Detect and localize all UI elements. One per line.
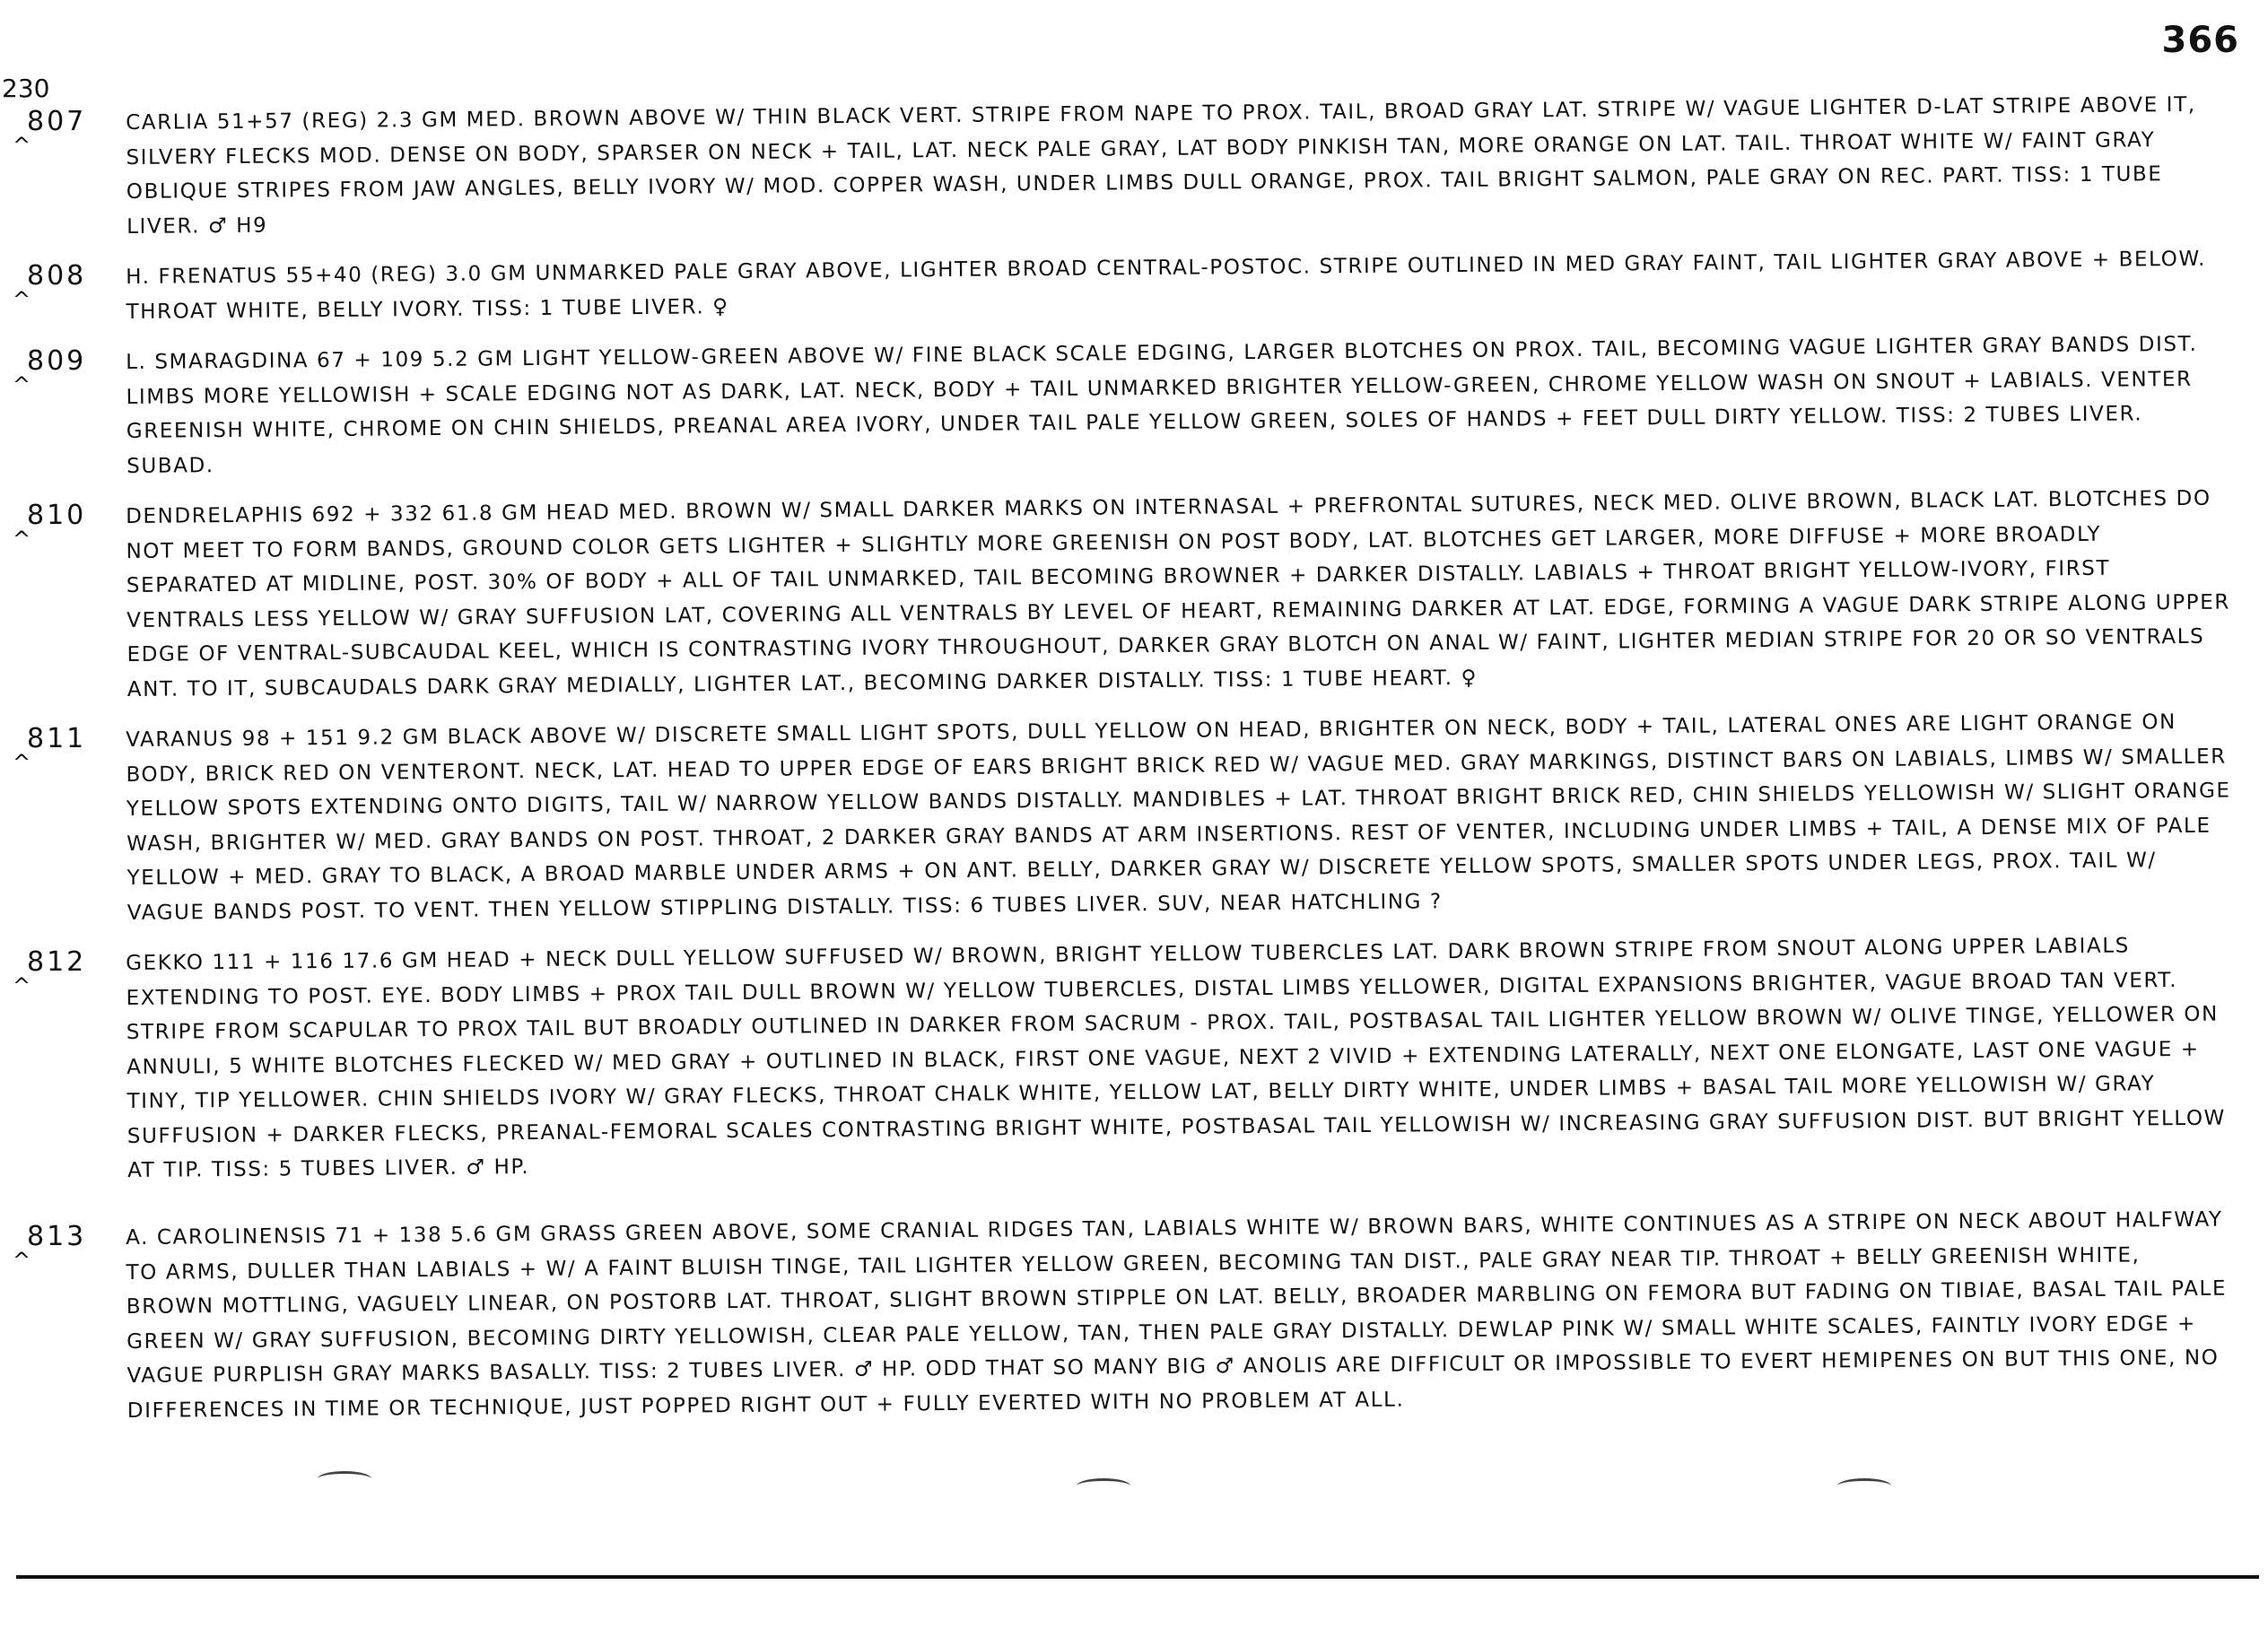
caret-mark: ^ — [13, 750, 31, 775]
entry-text: VARANUS 98 + 151 9.2 GM BLACK ABOVE W/ DISCRETE SMALL LIGHT SPOTS, DULL YELLOW ON HEAD, BRIGHTER ON NECK, BODY + TAIL, LATERAL ONES ARE LIGHT ORANGE ON BODY, BRICK RED ON VENTERONT. NECK, LAT. HEAD TO UPPER EDGE OF EARS BRIGHT BRICK RED W/ VAGUE MED. GRAY MARKINGS, DISTINCT BARS ON LABIALS, LIMBS W/ SMALLER YELLOW SPOTS EXTENDING ONTO DIGITS, TAIL W/ NARROW YELLOW BANDS DISTALLY. MANDIBLES + LAT. THROAT BRIGHT BRICK RED, CHIN SHIELDS YELLOWISH W/ SLIGHT ORANGE WASH, BRIGHTER W/ MED. GRAY BANDS ON POST. THROAT, 2 DARKER GRAY BANDS AT ARM INSERTIONS. REST OF VENTER, INCLUDING UNDER LIMBS + TAIL, A DENSE MIX OF PALE YELLOW + MED. GRAY TO BLACK, A BROAD MARBLE UNDER ARMS + ON ANT. BELLY, DARKER GRAY W/ DISCRETE YELLOW SPOTS, SMALLER SPOTS UNDER LEGS, PROX. TAIL W/ VAGUE BANDS POST. TO VENT. THEN YELLOW STIPPLING DISTALLY. TISS: 6 TUBES LIVER. SUV, NEAR HATCHLING ? — [126, 710, 2231, 925]
entry-text: A. CAROLINENSIS 71 + 138 5.6 GM GRASS GREEN ABOVE, SOME CRANIAL RIDGES TAN, LABIALS WHITE W/ BROWN BARS, WHITE CONTINUES AS A STRIPE ON NECK ABOUT HALFWAY TO ARMS, DULLER THAN LABIALS + W/ A FAINT BLUISH TINGE, TAIL LIGHTER YELLOW GREEN, BECOMING TAN DIST., PALE GRAY NEAR TIP. THROAT + BELLY GREENISH WHITE, BROWN MOTTLING, VAGUELY LINEAR, ON POSTORB LAT. THROAT, SLIGHT BROWN STIPPLE ON LAT. BELLY, BROADER MARBLING ON FEMORA BUT FADING ON TIBIAE, BASAL TAIL PALE GREEN W/ GRAY SUFFUSION, BECOMING DIRTY YELLOWISH, CLEAR PALE YELLOW, TAN, THEN PALE GRAY DISTALLY. DEWLAP PINK W/ SMALL WHITE SCALES, FAINTLY IVORY EDGE + VAGUE PURPLISH GRAY MARKS BASALLY. TISS: 2 TUBES LIVER. ♂ HP. ODD THAT SO MANY BIG ♂ ANOLIS ARE DIFFICULT OR IMPOSSIBLE TO EVERT HEMIPENES ON BUT THIS ONE, NO DIFFERENCES IN TIME OR TECHNIQUE, JUST POPPED RIGHT OUT + FULLY EVERTED WITH NO PROBLEM AT ALL. — [126, 1207, 2228, 1422]
caret-mark: ^ — [13, 1247, 31, 1273]
hole-punch-mark — [1077, 1478, 1130, 1494]
hole-punch-mark — [1837, 1478, 1891, 1494]
field-notes-entries — [0, 92, 2268, 1444]
hole-punch-mark — [318, 1471, 371, 1486]
entry-text: CARLIA 51+57 (REG) 2.3 GM MED. BROWN ABOVE W/ THIN BLACK VERT. STRIPE FROM NAPE TO PROX. TAIL, BROAD GRAY LAT. STRIPE W/ VAGUE LIGHTER D-LAT STRIPE ABOVE IT, SILVERY FLECKS MOD. DENSE ON BODY, SPARSER ON NECK + TAIL, LAT. NECK PALE GRAY, LAT BODY PINKISH TAN, MORE ORANGE ON LAT. TAIL. THROAT WHITE W/ FAINT GRAY OBLIQUE STRIPES FROM JAW ANGLES, BELLY IVORY W/ MOD. COPPER WASH, UNDER LIMBS DULL ORANGE, PROX. TAIL BRIGHT SALMON, PALE GRAY ON REC. PART. TISS: 1 TUBE LIVER. ♂ H9 — [126, 92, 2196, 239]
entry-813 — [0, 1207, 2268, 1428]
page-bottom-rule — [16, 1575, 2259, 1579]
entry-number: 812 — [27, 946, 87, 978]
entry-812 — [0, 934, 2268, 1189]
entry-number: 809 — [27, 345, 87, 377]
entry-number: 811 — [27, 723, 87, 754]
caret-mark: ^ — [13, 527, 31, 552]
entry-811 — [0, 710, 2268, 930]
entry-text: L. SMARAGDINA 67 + 109 5.2 GM LIGHT YELLOW-GREEN ABOVE W/ FINE BLACK SCALE EDGING, LARGER BLOTCHES ON PROX. TAIL, BECOMING VAGUE LIGHTER GRAY BANDS DIST. LIMBS MORE YELLOWISH + SCALE EDGING NOT AS DARK, LAT. NECK, BODY + TAIL UNMARKED BRIGHTER YELLOW-GREEN, CHROME YELLOW WASH ON SNOUT + LABIALS. VENTER GREENISH WHITE, CHROME ON CHIN SHIELDS, PREANAL AREA IVORY, UNDER TAIL PALE YELLOW GREEN, SOLES OF HANDS + FEET DULL DIRTY YELLOW. TISS: 2 TUBES LIVER. SUBAD. — [126, 332, 2198, 478]
page-number: 366 — [2161, 20, 2239, 61]
caret-mark: ^ — [13, 133, 31, 158]
caret-mark: ^ — [13, 287, 31, 312]
entry-text: DENDRELAPHIS 692 + 332 61.8 GM HEAD MED. BROWN W/ SMALL DARKER MARKS ON INTERNASAL + PREFRONTAL SUTURES, NECK MED. OLIVE BROWN, BLACK LAT. BLOTCHES DO NOT MEET TO FORM BANDS, GROUND COLOR GETS LIGHTER + SLIGHTLY MORE GREENISH ON POST BODY, LAT. BLOTCHES GET LARGER, MORE DIFFUSE + MORE BROADLY SEPARATED AT MIDLINE, POST. 30% OF BODY + ALL OF TAIL UNMARKED, TAIL BECOMING BROWNER + DARKER DISTALLY. LABIALS + THROAT BRIGHT YELLOW-IVORY, FIRST VENTRALS LESS YELLOW W/ GRAY SUFFUSION LAT, COVERING ALL VENTRALS BY LEVEL OF HEART, REMAINING DARKER AT LAT. EDGE, FORMING A VAGUE DARK STRIPE ALONG UPPER EDGE OF VENTRAL-SUBCAUDAL KEEL, WHICH IS CONTRASTING IVORY THROUGHOUT, DARKER GRAY BLOTCH ON ANAL W/ FAINT, LIGHTER MEDIAN STRIPE FOR 20 OR SO VENTRALS ANT. TO IT, SUBCAUDALS DARK GRAY MEDIALLY, LIGHTER LAT., BECOMING DARKER DISTALLY. TISS: 1 TUBE HEART. ♀ — [126, 486, 2231, 701]
entry-810 — [0, 486, 2268, 707]
entry-808 — [0, 247, 2268, 329]
caret-mark: ^ — [13, 973, 31, 998]
margin-note: 230 — [2, 74, 50, 103]
entry-number: 807 — [27, 106, 87, 137]
entry-text: GEKKO 111 + 116 17.6 GM HEAD + NECK DULL YELLOW SUFFUSED W/ BROWN, BRIGHT YELLOW TUBERCLES LAT. DARK BROWN STRIPE FROM SNOUT ALONG UPPER LABIALS EXTENDING TO POST. EYE. BODY LIMBS + PROX TAIL DULL BROWN W/ YELLOW TUBERCLES, DISTAL LIMBS YELLOWER, DIGITAL EXPANSIONS BRIGHTER, VAGUE BROAD TAN VERT. STRIPE FROM SCAPULAR TO PROX TAIL BUT BROADLY OUTLINED IN DARKER FROM SACRUM - PROX. TAIL, POSTBASAL TAIL LIGHTER YELLOW BROWN W/ OLIVE TINGE, YELLOWER ON ANNULI, 5 WHITE BLOTCHES FLECKED W/ MED GRAY + OUTLINED IN BLACK, FIRST ONE VAGUE, NEXT 2 VIVID + EXTENDING LATERALLY, NEXT ONE ELONGATE, LAST ONE VAGUE + TINY, TIP YELLOWER. CHIN SHIELDS IVORY W/ GRAY FLECKS, THROAT CHALK WHITE, YELLOW LAT, BELLY DIRTY WHITE, UNDER LIMBS + BASAL TAIL MORE YELLOWISH W/ GRAY SUFFUSION + DARKER FLECKS, PREANAL-FEMORAL SCALES CONTRASTING BRIGHT WHITE, POSTBASAL TAIL YELLOWISH W/ INCREASING GRAY SUFFUSION DIST. BUT BRIGHT YELLOW AT TIP. TISS: 5 TUBES LIVER. ♂ HP. — [126, 934, 2227, 1182]
caret-mark: ^ — [13, 372, 31, 397]
entry-text: H. FRENATUS 55+40 (REG) 3.0 GM UNMARKED PALE GRAY ABOVE, LIGHTER BROAD CENTRAL-POSTOC. STRIPE OUTLINED IN MED GRAY FAINT, TAIL LIGHTER GRAY ABOVE + BELOW. THROAT WHITE, BELLY IVORY. TISS: 1 TUBE LIVER. ♀ — [126, 247, 2207, 324]
entry-807 — [0, 92, 2268, 244]
entry-number: 810 — [27, 500, 87, 531]
entry-number: 813 — [27, 1220, 87, 1252]
entry-809 — [0, 332, 2268, 483]
entry-number: 808 — [27, 260, 87, 292]
